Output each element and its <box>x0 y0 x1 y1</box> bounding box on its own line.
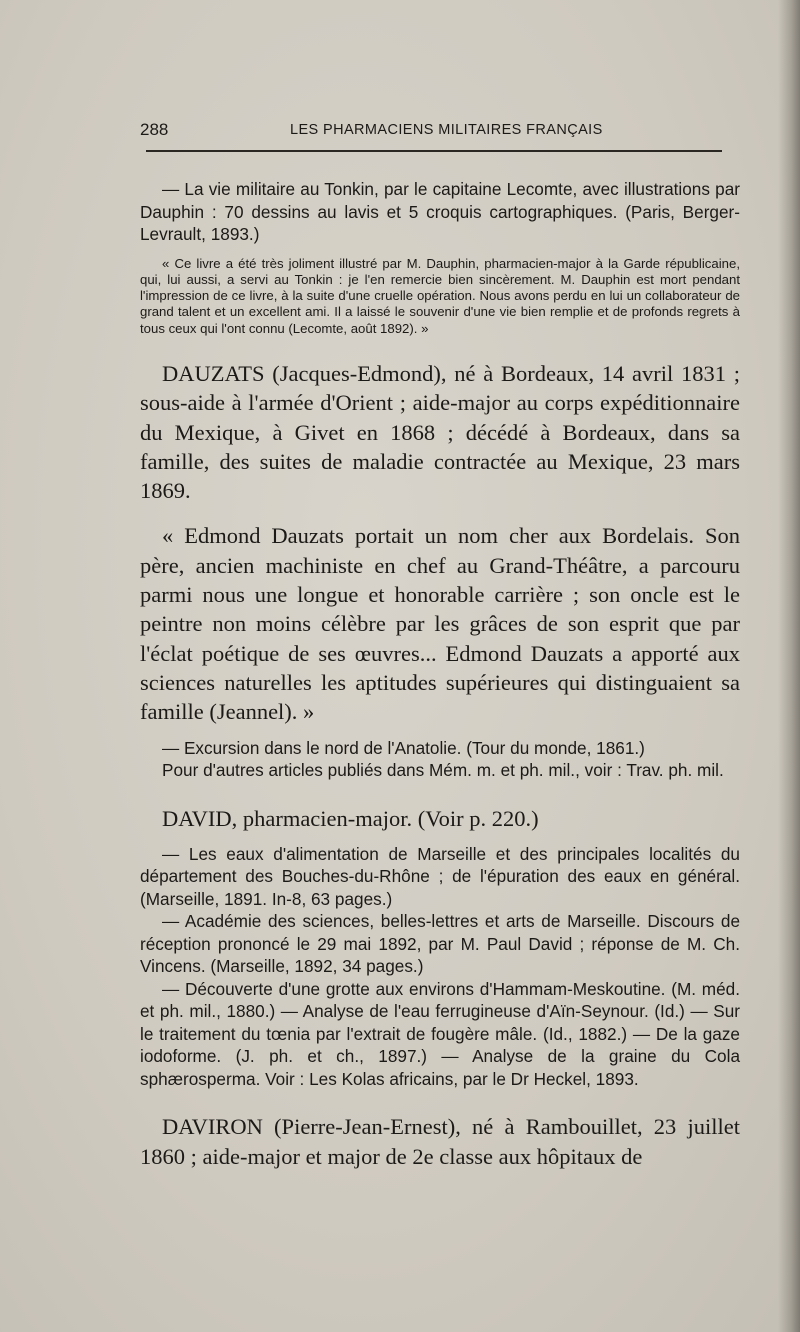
entry-eaux-marseille: — Les eaux d'alimentation de Marseille et des principales localités du département des Bouches-du-Rhône ; de l'épuration des eaux en général. (Marseille, 1891. In-8, 63 pages.) <box>140 843 740 909</box>
quote-lecomte: « Ce livre a été très joliment illustré par M. Dauphin, pharmacien-major à la Garde républicaine, qui, lui aussi, a servi au Tonkin : je l'en remercie bien sincèrement. M. Dauphin est mort pendant l'impression de ce livre, à la suite d'une cruelle opération. Nous avons perdu en lui un collaborateur de grand talent et un excellent ami. Il a laissé le souvenir d'une vie bien remplie et de profonds regrets à tous ceux qui l'ont connu (Lecomte, août 1892). » <box>140 255 740 336</box>
page-body <box>140 178 740 1171</box>
entry-daviron: DAVIRON (Pierre-Jean-Ernest), né à Rambouillet, 23 juillet 1860 ; aide-major et major de 2e classe aux hôpitaux de <box>140 1114 740 1169</box>
quote-jeannel: « Edmond Dauzats portait un nom cher aux Bordelais. Son père, ancien machiniste en chef au Grand-Théâtre, a parcouru parmi nous une longue et honorable carrière ; son oncle est le peintre non moins célèbre par les grâces de son esprit que par l'éclat poétique de ses œuvres... Edmond Dauzats a apporté aux sciences naturelles les aptitudes supérieures qui distinguaient sa famille (Jeannel). » <box>140 523 740 725</box>
page-edge-shadow <box>778 0 800 1332</box>
header-rule <box>146 150 722 152</box>
entry-excursion-anatolie: — Excursion dans le nord de l'Anatolie. (Tour du monde, 1861.) <box>162 737 645 758</box>
running-title: LES PHARMACIENS MILITAIRES FRANÇAIS <box>290 122 603 138</box>
entry-academie-marseille: — Académie des sciences, belles-lettres et arts de Marseille. Discours de réception prononcé le 29 mai 1892, par M. Paul David ; réponse de M. Ch. Vincens. (Marseille, 1892, 34 pages.) <box>140 911 740 977</box>
page-number: 288 <box>140 120 169 139</box>
entry-dauphin-book: — La vie militaire au Tonkin, par le capitaine Lecomte, avec illustrations par Dauphin : 70 dessins au lavis et 5 croquis cartographiques. (Paris, Berger-Levrault, 1893.) <box>140 179 740 244</box>
page-header <box>140 118 722 146</box>
entry-grotte-hammam: — Découverte d'une grotte aux environs d'Hammam-Meskoutine. (M. méd. et ph. mil., 1880.) — Analyse de l'eau ferrugineuse d'Aïn-Seynour. (Id.) — Sur le traitement du tœnia par l'extrait de fougère mâle. (Id., 1882.) — De la gaze iodoforme. (J. ph. et ch., 1897.) — Analyse de la graine du Cola sphærosperma. Voir : Les Kolas africains, par le Dr Heckel, 1893. <box>140 978 740 1089</box>
entry-david: DAVID, pharmacien-major. (Voir p. 220.) <box>162 805 539 831</box>
entry-other-articles: Pour d'autres articles publiés dans Mém. m. et ph. mil., voir : Trav. ph. mil. <box>162 760 724 781</box>
entry-dauzats: DAUZATS (Jacques-Edmond), né à Bordeaux, 14 avril 1831 ; sous-aide à l'armée d'Orient ; aide-major au corps expéditionnaire du Mexique, à Givet en 1868 ; décédé à Bordeaux, dans sa famille, des suites de maladie contractée au Mexique, 23 mars 1869. <box>140 360 740 504</box>
